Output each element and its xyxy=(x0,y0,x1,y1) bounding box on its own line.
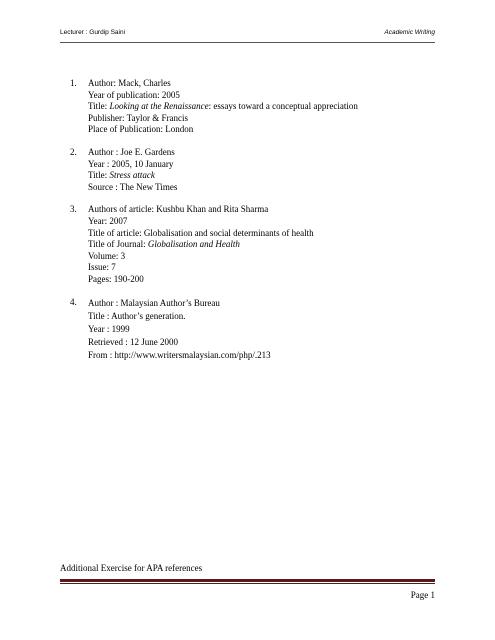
reference-number: 4. xyxy=(70,296,77,307)
reference-author: Author : Malaysian Author’s Bureau xyxy=(88,297,220,308)
reference-url: From : http://www.writersmalaysian.com/php/.213 xyxy=(88,349,271,360)
reference-year: Year: 2007 xyxy=(88,215,128,226)
reference-article-title: Title of article: Globalisation and social determinants of health xyxy=(88,227,314,238)
reference-retrieved: Retrieved : 12 June 2000 xyxy=(88,336,178,347)
reference-item-2 xyxy=(70,147,430,193)
reference-journal-italic: Globalisation and Health xyxy=(147,239,240,250)
reference-list xyxy=(70,78,430,373)
footer-caption: Additional Exercise for APA references xyxy=(60,563,203,573)
reference-title xyxy=(88,170,430,182)
reference-item-3 xyxy=(70,204,430,285)
reference-number: 1. xyxy=(70,78,77,88)
page-header xyxy=(60,29,435,43)
reference-item-4 xyxy=(70,297,430,362)
reference-title-label: Title: xyxy=(88,101,110,112)
reference-publisher: Publisher: Taylor & Francis xyxy=(88,112,188,123)
reference-number: 2. xyxy=(70,146,77,157)
reference-pages: Pages: 190-200 xyxy=(88,273,144,284)
reference-title xyxy=(88,101,430,113)
reference-place: Place of Publication: London xyxy=(88,124,194,135)
reference-author: Author : Joe E. Gardens xyxy=(88,146,175,157)
reference-number: 3. xyxy=(70,204,77,215)
reference-title-label: Title: xyxy=(88,170,110,181)
reference-year: Year : 1999 xyxy=(88,323,130,334)
header-course: Academic Writing xyxy=(384,29,435,36)
reference-issue: Issue: 7 xyxy=(88,262,116,273)
reference-title-italic: Looking at the Renaissance xyxy=(109,101,209,112)
header-divider xyxy=(60,42,435,43)
reference-authors: Authors of article: Kushbu Khan and Rita Sharma xyxy=(88,204,269,215)
reference-year: Year : 2005, 10 January xyxy=(88,158,174,169)
reference-title-italic: Stress attack xyxy=(109,170,155,181)
reference-title-rest: : essays toward a conceptual appreciation xyxy=(208,101,358,112)
reference-volume: Volume: 3 xyxy=(88,250,126,261)
footer-divider-thin xyxy=(60,583,435,584)
reference-year: Year of publication: 2005 xyxy=(88,89,180,100)
page-number: Page 1 xyxy=(410,590,435,600)
reference-title: Title : Author’s generation. xyxy=(88,310,186,321)
reference-author: Author: Mack, Charles xyxy=(88,78,171,88)
reference-journal-label: Title of Journal: xyxy=(88,239,148,250)
header-lecturer: Lecturer : Gurdip Saini xyxy=(60,29,126,36)
reference-item-1 xyxy=(70,78,430,136)
reference-source: Source : The New Times xyxy=(88,181,178,192)
reference-journal xyxy=(88,239,430,251)
footer-divider-thick xyxy=(60,579,435,582)
